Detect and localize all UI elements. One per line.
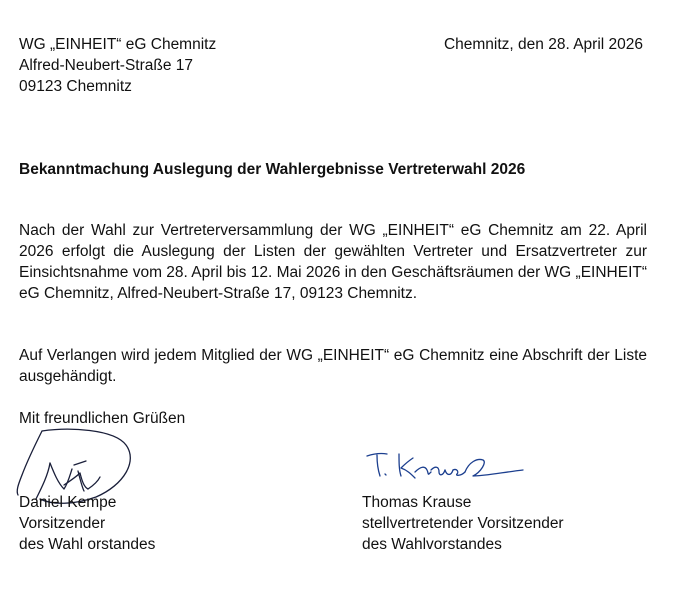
signatory-role: stellvertretender Vorsitzender xyxy=(362,515,564,532)
place-date: Chemnitz, den 28. April 2026 xyxy=(443,36,643,53)
closing-phrase: Mit freundlichen Grüßen xyxy=(19,410,186,427)
signature-image-right xyxy=(365,448,525,488)
subject-heading: Bekanntmachung Auslegung der Wahlergebnisse Vertreterwahl 2026 xyxy=(19,161,526,178)
signatory-body: des Wahlvorstandes xyxy=(362,536,502,553)
signatory-name: Thomas Krause xyxy=(362,494,472,511)
signatory-right xyxy=(362,492,564,555)
sender-city: 09123 Chemnitz xyxy=(19,78,132,95)
signatory-role: Vorsitzender xyxy=(19,515,106,532)
signatory-name: Daniel Kempe xyxy=(19,494,117,511)
body-paragraph: Nach der Wahl zur Vertreterversammlung der WG „EINHEIT“ eG Chemnitz am 22. April 2026 erfolgt die Auslegung der Listen der gewählten Vertreter und Ersatzvertreter zur Einsichtsnahme vom 28. April bis 12. Mai 2026 in den Geschäftsräumen der WG „EINHEIT“ eG Chemnitz, Alfred-Neubert-Straße 17, 09123 Chemnitz. xyxy=(19,222,648,302)
signatory-left xyxy=(19,492,155,555)
sender-address xyxy=(19,34,216,97)
signatory-body: des Wahl orstandes xyxy=(19,536,156,553)
sender-name: WG „EINHEIT“ eG Chemnitz xyxy=(19,36,217,53)
sender-street: Alfred-Neubert-Straße 17 xyxy=(19,57,194,74)
body-paragraph: Auf Verlangen wird jedem Mitglied der WG „EINHEIT“ eG Chemnitz eine Abschrift der Liste ausgehändigt. xyxy=(19,347,647,385)
